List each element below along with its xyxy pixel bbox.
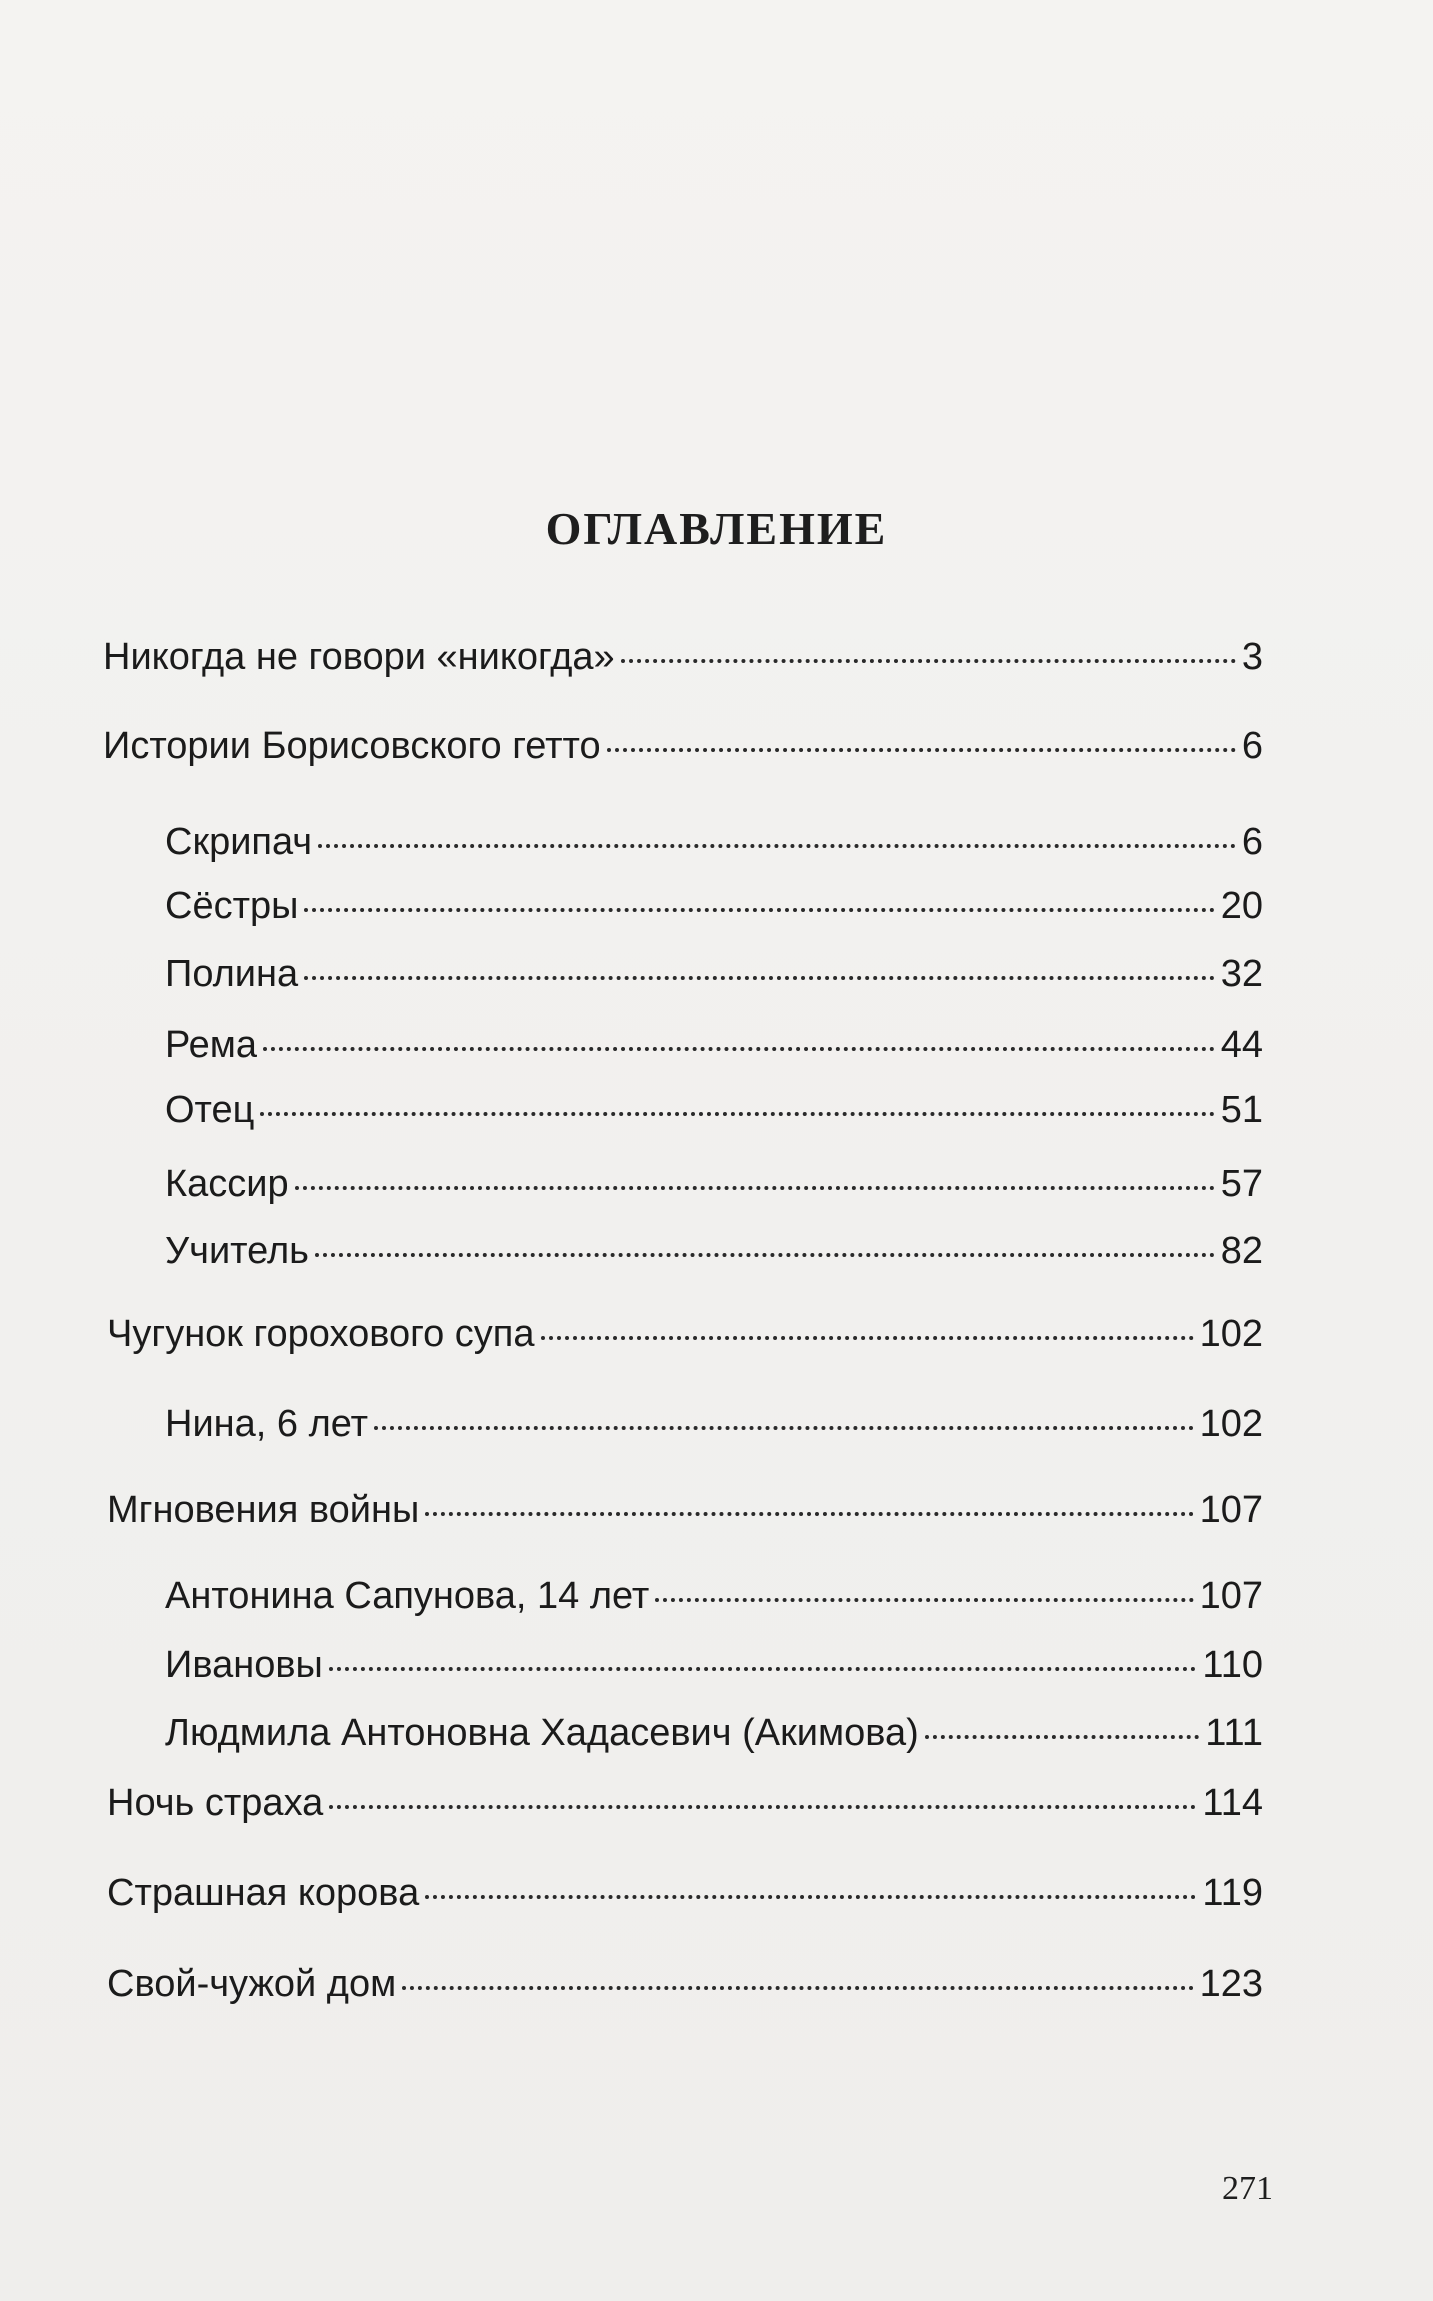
- toc-entry-label: Свой-чужой дом: [107, 1963, 397, 2005]
- page-number: 271: [1222, 2170, 1273, 2207]
- toc-entry: [103, 722, 1263, 770]
- dot-leader: [425, 1895, 1196, 1899]
- toc-entry: [165, 1400, 1263, 1448]
- toc-entry: [165, 1572, 1263, 1620]
- dot-leader: [425, 1512, 1193, 1516]
- toc-entry: [165, 1021, 1263, 1069]
- toc-entry-page: 102: [1199, 1403, 1263, 1445]
- toc-entry-page: 114: [1202, 1782, 1263, 1824]
- toc-entry-label: Нина, 6 лет: [165, 1403, 369, 1445]
- toc-entry-label: Никогда не говори «никогда»: [103, 636, 615, 678]
- toc-entry: [107, 1779, 1263, 1827]
- toc-entry-page: 51: [1220, 1089, 1263, 1131]
- toc-entry: [165, 818, 1263, 866]
- toc-entry-page: 6: [1241, 821, 1263, 863]
- toc-entry: [103, 633, 1263, 681]
- toc-entry-label: Учитель: [165, 1230, 309, 1272]
- toc-entry-label: Людмила Антоновна Хадасевич (Акимова): [165, 1712, 919, 1754]
- dot-leader: [925, 1735, 1199, 1739]
- toc-entry-label: Антонина Сапунова, 14 лет: [165, 1575, 650, 1617]
- toc-entry: [107, 1869, 1263, 1917]
- toc-entry-label: Скрипач: [165, 821, 313, 863]
- toc-entry-label: Ночь страха: [107, 1782, 324, 1824]
- toc-entry-page: 32: [1220, 953, 1263, 995]
- toc-entry-page: 57: [1220, 1163, 1263, 1205]
- dot-leader: [295, 1186, 1215, 1190]
- dot-leader: [329, 1805, 1196, 1809]
- dot-leader: [263, 1047, 1215, 1051]
- dot-leader: [655, 1598, 1193, 1602]
- toc-entry-label: Страшная корова: [107, 1872, 420, 1914]
- toc-entry-page: 107: [1199, 1575, 1263, 1617]
- toc-entry-label: Сёстры: [165, 885, 299, 927]
- toc-entry-page: 119: [1202, 1872, 1263, 1914]
- dot-leader: [607, 748, 1236, 752]
- toc-entry-label: Рема: [165, 1024, 258, 1066]
- toc-entry-label: Мгновения войны: [107, 1489, 420, 1531]
- dot-leader: [374, 1426, 1194, 1430]
- toc-entry: [165, 1641, 1263, 1689]
- toc-entry: [165, 1086, 1263, 1134]
- dot-leader: [318, 844, 1236, 848]
- dot-leader: [315, 1253, 1215, 1257]
- toc-entry-page: 20: [1220, 885, 1263, 927]
- dot-leader: [541, 1336, 1194, 1340]
- toc-entry-page: 6: [1241, 725, 1263, 767]
- toc-entry: [165, 950, 1263, 998]
- toc-entry-page: 110: [1202, 1644, 1263, 1686]
- dot-leader: [402, 1986, 1193, 1990]
- toc-entry-label: Чугунок горохового супа: [107, 1313, 535, 1355]
- dot-leader: [329, 1667, 1197, 1671]
- toc-title: ОГЛАВЛЕНИЕ: [545, 503, 888, 554]
- toc-entry-label: Полина: [165, 953, 299, 995]
- toc-entry-page: 82: [1220, 1230, 1263, 1272]
- toc-entry: [165, 1160, 1263, 1208]
- toc-entry-page: 123: [1199, 1963, 1263, 2005]
- toc-entry: [165, 1227, 1263, 1275]
- toc-entry-label: Кассир: [165, 1163, 289, 1205]
- toc-entry: [165, 1709, 1263, 1757]
- toc-entry-page: 102: [1199, 1313, 1263, 1355]
- dot-leader: [621, 659, 1236, 663]
- dot-leader: [304, 908, 1214, 912]
- toc-entry-page: 44: [1220, 1024, 1263, 1066]
- dot-leader: [304, 976, 1215, 980]
- toc-entry: [107, 1960, 1263, 2008]
- toc-entry-page: 111: [1205, 1712, 1263, 1754]
- toc-entry: [165, 882, 1263, 930]
- toc-entry-label: Истории Борисовского гетто: [103, 725, 601, 767]
- toc-entry-label: Ивановы: [165, 1644, 323, 1686]
- toc-entry: [107, 1486, 1263, 1534]
- toc-entry-page: 3: [1241, 636, 1263, 678]
- toc-entry: [107, 1310, 1263, 1358]
- dot-leader: [260, 1112, 1214, 1116]
- toc-entry-page: 107: [1199, 1489, 1263, 1531]
- toc-entry-label: Отец: [165, 1089, 255, 1131]
